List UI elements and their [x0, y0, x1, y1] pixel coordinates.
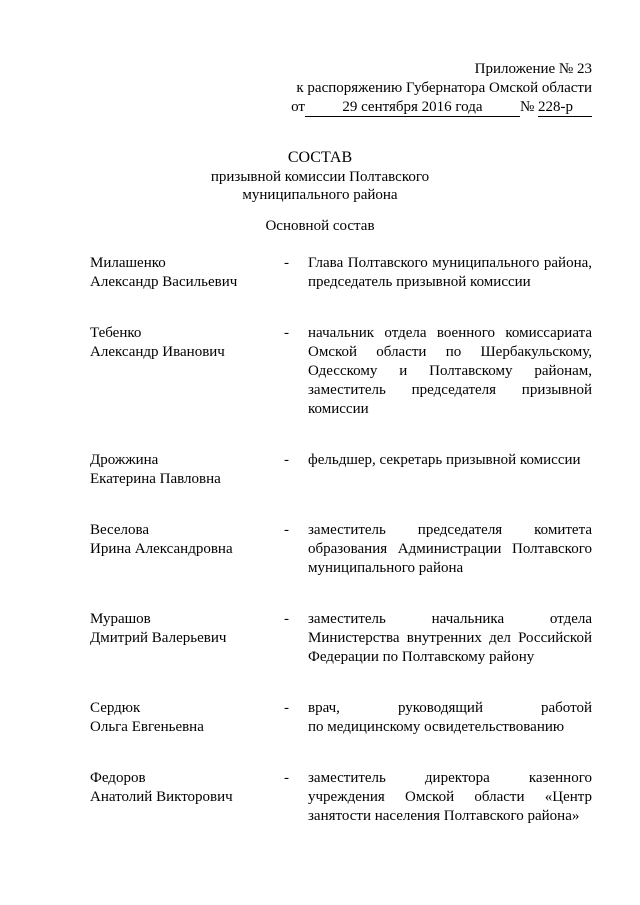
appendix-date-line — [262, 98, 592, 117]
role-line: Глава Полтавского муниципального района, — [308, 255, 592, 271]
role-line: по медицинскому освидетельствованию — [308, 719, 565, 735]
member-surname: Милашенко — [90, 255, 166, 271]
member-role — [308, 324, 592, 419]
member-surname: Дрожжина — [90, 452, 159, 468]
role-line: председатель призывной комиссии — [308, 274, 531, 290]
member-surname: Сердюк — [90, 700, 141, 716]
member-name — [90, 324, 284, 362]
member-name — [90, 521, 284, 559]
role-line: начальник отдела военного комиссариата — [308, 325, 592, 341]
member-surname: Веселова — [90, 522, 150, 538]
document-subtitle-line-2: муниципального района — [242, 187, 398, 203]
role-line: Федерации по Полтавскому району — [308, 649, 535, 665]
role-line: Одесскому и Полтавскому районам, — [308, 363, 592, 379]
member-name — [90, 699, 284, 737]
number-label: № — [519, 99, 535, 115]
member-role — [308, 610, 592, 667]
member-name — [90, 254, 284, 292]
role-line: образования Администрации Полтавского — [308, 541, 592, 557]
member-row — [90, 521, 592, 578]
member-role — [308, 451, 592, 470]
from-label: от — [291, 99, 305, 115]
member-role — [308, 254, 592, 292]
document-title: СОСТАВ — [287, 149, 353, 166]
member-given-names: Екатерина Павловна — [90, 471, 221, 487]
members-list — [90, 254, 592, 858]
role-line: учреждения Омской области «Центр — [308, 789, 592, 805]
member-given-names: Дмитрий Валерьевич — [90, 630, 227, 646]
document-title-block — [0, 148, 640, 204]
member-dash: - — [284, 700, 289, 716]
member-given-names: Ольга Евгеньевна — [90, 719, 204, 735]
role-line: комиссии — [308, 401, 369, 417]
role-line: врач, руководящий работой — [308, 700, 592, 716]
member-given-names: Ирина Александровна — [90, 541, 233, 557]
role-line: фельдшер, секретарь призывной комиссии — [308, 452, 581, 468]
member-given-names: Александр Васильевич — [90, 274, 238, 290]
member-dash: - — [284, 522, 289, 538]
order-date: 29 сентября 2016 года — [305, 99, 520, 117]
role-line: заместитель председателя призывной — [308, 382, 592, 398]
role-line: занятости населения Полтавского района» — [308, 808, 580, 824]
appendix-number: Приложение № 23 — [474, 61, 592, 77]
section-title: Основной состав — [265, 218, 375, 234]
member-role — [308, 699, 592, 737]
member-dash: - — [284, 611, 289, 627]
member-role — [308, 769, 592, 826]
member-row — [90, 769, 592, 826]
role-line: Министерства внутренних дел Российской — [308, 630, 592, 646]
member-dash: - — [284, 255, 289, 271]
appendix-note — [262, 60, 592, 117]
appendix-order-reference: к распоряжению Губернатора Омской области — [296, 80, 592, 96]
member-row — [90, 451, 592, 489]
member-given-names: Анатолий Викторович — [90, 789, 233, 805]
role-line: Омской области по Шербакульскому, — [308, 344, 592, 360]
role-line: заместитель директора казенного — [308, 770, 592, 786]
member-name — [90, 451, 284, 489]
member-row — [90, 699, 592, 737]
member-surname: Федоров — [90, 770, 146, 786]
member-surname: Тебенко — [90, 325, 142, 341]
role-line: заместитель председателя комитета — [308, 522, 592, 538]
member-dash: - — [284, 325, 289, 341]
member-role — [308, 521, 592, 578]
role-line: заместитель начальника отдела — [308, 611, 592, 627]
member-row — [90, 254, 592, 292]
member-surname: Мурашов — [90, 611, 151, 627]
member-row — [90, 610, 592, 667]
order-number: 228-р — [538, 99, 592, 117]
document-subtitle-line-1: призывной комиссии Полтавского — [210, 169, 430, 185]
member-dash: - — [284, 452, 289, 468]
member-name — [90, 769, 284, 807]
role-line: муниципального района — [308, 560, 464, 576]
member-given-names: Александр Иванович — [90, 344, 225, 360]
member-row — [90, 324, 592, 419]
member-dash: - — [284, 770, 289, 786]
member-name — [90, 610, 284, 648]
